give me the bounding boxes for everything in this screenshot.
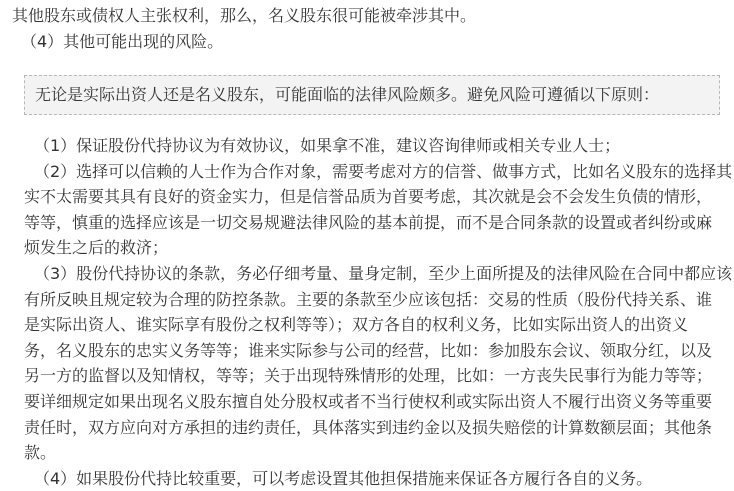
principle-1	[24, 133, 734, 159]
principle-1-line: （1）保证股份代持协议为有效协议，如果拿不准，建议咨询律师或相关专业人士；	[34, 136, 621, 155]
principle-3-line: （3）股份代持协议的条款，务必仔细考量、量身定制，至少上面所提及的法律风险在合同中都应该	[34, 263, 733, 283]
principle-2-line: 烦发生之后的救济；	[24, 238, 169, 258]
principle-4	[24, 466, 734, 491]
principle-3-line: 款。	[24, 443, 57, 463]
principle-4-line: （4）如果股份代持比较重要，可以考虑设置其他担保措施来保证各方履行各自的义务。	[34, 468, 653, 488]
principle-3-line: 责任时，双方应向对方承担的违约责任，具体落实到违约金以及损失赔偿的计算数额层面；其他条	[24, 417, 713, 437]
risk-item-4: （4）其他可能出现的风险。	[21, 32, 224, 51]
intro-line: 其他股东或债权人主张权利，那么，名义股东很可能被牵涉其中。	[12, 6, 477, 25]
principle-3-line: 务，名义股东的忠实义务等等；谁来实际参与公司的经营，比如：参加股东会议、领取分红，以及	[24, 340, 713, 360]
principle-2	[24, 159, 734, 261]
principle-3-line: 是实际出资人、谁实际享有股份之权利等等）；双方各自的权利义务，比如实际出资人的出资义	[24, 315, 689, 335]
principle-2-line: （2）选择可以信赖的人士作为合作对象，需要考虑对方的信誉、做事方式，比如名义股东的选择其	[34, 161, 733, 181]
notice-box	[24, 75, 720, 115]
principle-3	[24, 261, 734, 466]
principle-2-line: 等等，慎重的选择应该是一切交易规避法律风险的基本前提，而不是合同条款的设置或者纠纷或麻	[24, 212, 713, 232]
principle-3-line: 要详细规定如果出现名义股东擅自处分股权或者不当行使权利或实际出资人不履行出资义务等重要	[24, 391, 713, 411]
principle-2-line: 实不太需要其具有良好的资金实力，但是信誉品质为首要考虑，其次就是会不会发生负债的情形，	[24, 187, 713, 207]
principle-3-line: 另一方的监督以及知情权，等等；关于出现特殊情形的处理，比如：一方丧失民事行为能力等等；	[24, 366, 713, 386]
principle-3-line: 有所反映且规定较为合理的防控条款。主要的条款至少应该包括：交易的性质（股份代持关系、谁	[24, 289, 713, 309]
notice-text: 无论是实际出资人还是名义股东，可能面临的法律风险颇多。避免风险可遵循以下原则：	[35, 85, 660, 104]
